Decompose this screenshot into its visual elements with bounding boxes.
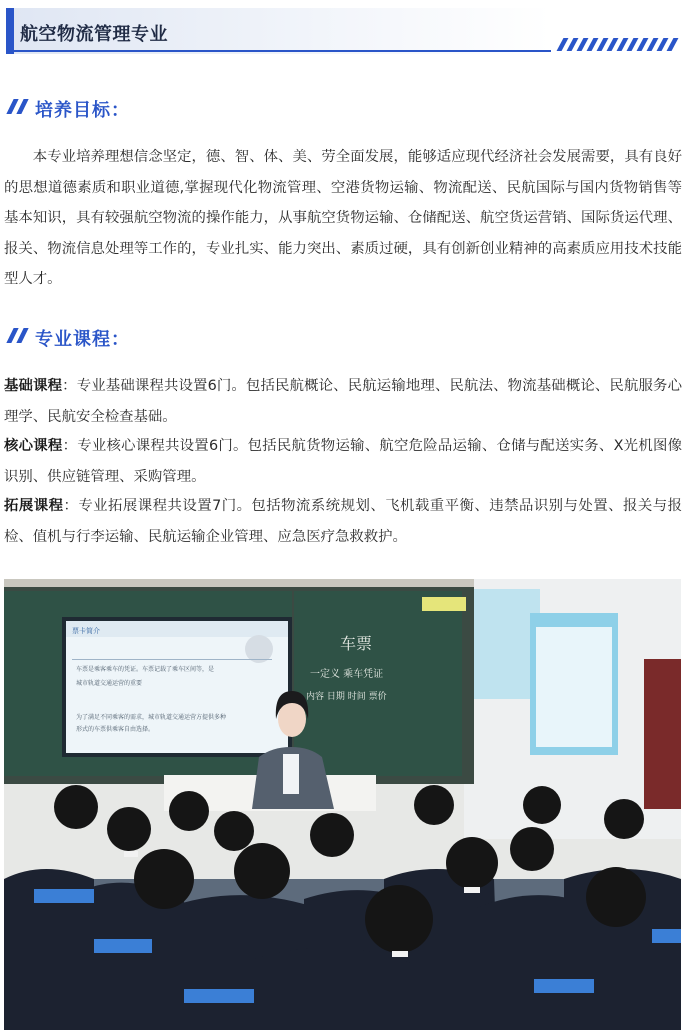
board-title: 车票 [340, 634, 373, 653]
section-title: 培养目标： [35, 100, 130, 121]
banner-underline [6, 50, 551, 52]
double-slash-icon [6, 99, 32, 115]
course-item-extended [4, 491, 682, 552]
classroom-illustration [4, 579, 681, 1030]
screen-header: 票卡简介 [72, 627, 100, 635]
classroom-photo [4, 579, 681, 1030]
goal-paragraph: 本专业培养理想信念坚定，德、智、体、美、劳全面发展，能够适应现代经济社会发展需要，具有良好的思想道德素质和职业道德,掌握现代化物流管理、空港货物运输、物流配送、民航国际与国内货物销售等基本知识，具有较强航空物流的操作能力，从事航空货物运输、仓储配送、航空货运营销、国际货运代理、报关、物流信息处理等工作的，专业扎实、能力突出、素质过硬，具有创新创业精神的高素质应用技术技能型人才。 [4, 149, 682, 287]
page-header-banner [0, 0, 686, 62]
course-text: ：专业基础课程共设置6门。包括民航概论、民航运输地理、民航法、物流基础概论、民航服务心理学、民航安全检查基础。 [4, 378, 682, 425]
screen-line-4: 形式的车票供乘客自由选择。 [76, 726, 155, 733]
board-line-1: 一定义 乘车凭证 [310, 669, 384, 680]
double-slash-icon [6, 328, 32, 344]
course-text: ：专业核心课程共设置6门。包括民航货物运输、航空危险品运输、仓储与配送实务、X光机图像识别、供应链管理、采购管理。 [4, 438, 682, 485]
course-item-core [4, 431, 682, 492]
course-item-basic [4, 371, 682, 432]
banner-accent-bar [6, 8, 14, 54]
page-title: 航空物流管理专业 [20, 24, 168, 45]
course-label: 基础课程 [4, 378, 63, 394]
screen-line-1: 车票是乘客乘车的凭证。车票记载了乘车区间等，是 [76, 666, 215, 673]
course-label: 拓展课程 [4, 498, 64, 514]
course-label: 核心课程 [4, 438, 63, 454]
course-text: ：专业拓展课程共设置7门。包括物流系统规划、飞机载重平衡、违禁品识别与处置、报关与报检、值机与行李运输、民航运输企业管理、应急医疗急救救护。 [4, 498, 682, 545]
section-title: 专业课程： [35, 329, 130, 350]
screen-line-2: 城市轨道交通运营的重要 [76, 680, 143, 687]
board-line-2: 内容 日期 时间 票价 [306, 692, 387, 702]
screen-line-3: 为了满足不同乘客的需求，城市轨道交通运营方提供多种 [76, 714, 227, 721]
